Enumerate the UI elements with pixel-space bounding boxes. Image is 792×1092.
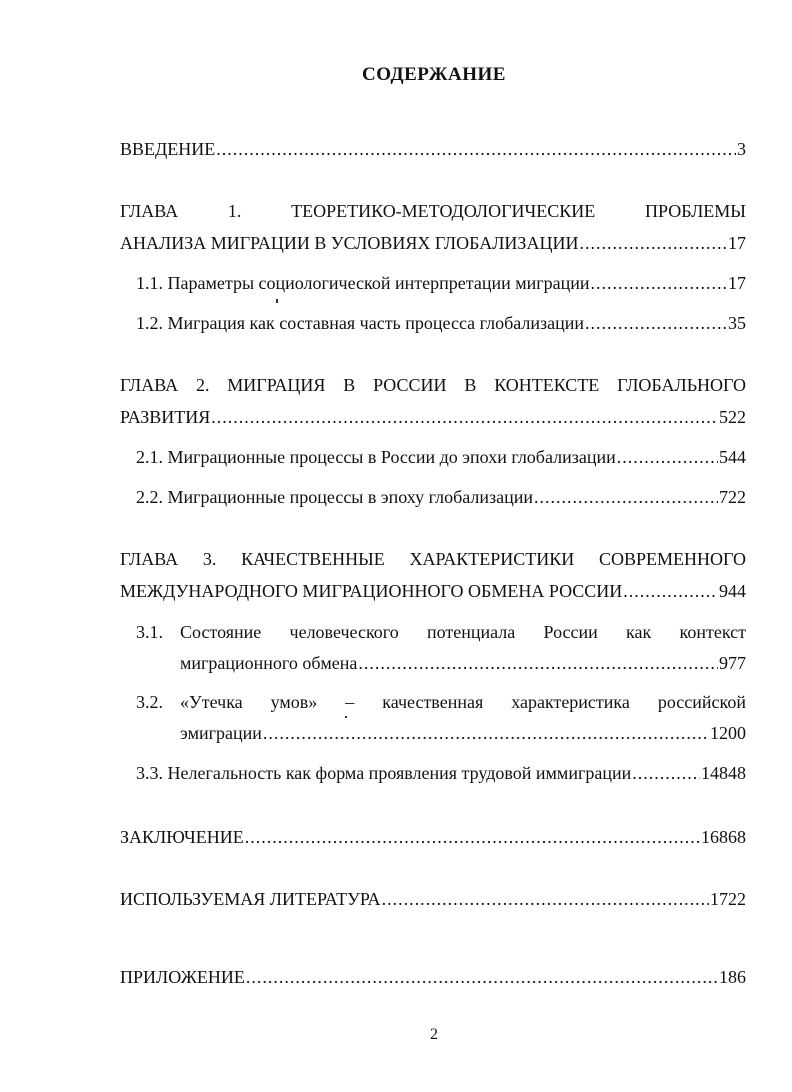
toc-entry-page: 522 bbox=[719, 407, 746, 427]
toc-entry-section-3-2-line1[interactable] bbox=[136, 691, 746, 713]
toc-entry-page: 17 bbox=[728, 273, 746, 293]
toc-entry-page: 977 bbox=[719, 653, 746, 673]
section-number: 3.1. bbox=[136, 622, 163, 642]
scan-speck bbox=[345, 716, 347, 718]
toc-entry-page: 544 bbox=[719, 447, 746, 467]
section-number: 3.2. bbox=[136, 692, 163, 712]
toc-entry-page: 16868 bbox=[701, 827, 746, 847]
toc-entry-label: эмиграции bbox=[180, 723, 262, 743]
toc-entry-label: 2.1. Миграционные процессы в России до эпохи глобализации bbox=[136, 447, 616, 467]
toc-entry-label: МЕЖДУНАРОДНОГО МИГРАЦИОННОГО ОБМЕНА РОССИИ bbox=[120, 581, 623, 601]
toc-entry-chapter2[interactable] bbox=[120, 406, 746, 428]
page-title: СОДЕРЖАНИЕ bbox=[362, 64, 506, 85]
toc-entry-section-3-2[interactable] bbox=[180, 722, 746, 744]
dot-leader bbox=[623, 580, 718, 602]
chapter1-title-line1[interactable]: ГЛАВА 1. ТЕОРЕТИКО-МЕТОДОЛОГИЧЕСКИЕ ПРОБЛЕМЫ bbox=[120, 201, 747, 221]
dot-leader bbox=[534, 486, 718, 508]
toc-entry-page: 722 bbox=[719, 487, 746, 507]
dot-leader bbox=[382, 888, 709, 910]
toc-entry-section-3-1[interactable] bbox=[180, 652, 746, 674]
dot-leader bbox=[245, 826, 700, 848]
toc-entry-label: ЗАКЛЮЧЕНИЕ bbox=[120, 827, 244, 847]
dot-leader bbox=[211, 406, 718, 428]
dot-leader bbox=[263, 722, 709, 744]
chapter2-title-line1[interactable]: ГЛАВА 2. МИГРАЦИЯ В РОССИИ В КОНТЕКСТЕ ГЛОБАЛЬНОГО bbox=[120, 375, 746, 395]
toc-entry-chapter3[interactable] bbox=[120, 580, 746, 602]
toc-entry-page: 186 bbox=[719, 967, 746, 987]
toc-entry-section-3-1-line1[interactable] bbox=[136, 621, 746, 643]
dot-leader bbox=[585, 312, 727, 334]
toc-entry-label: «Утечка умов» – качественная характеристика российской bbox=[180, 692, 746, 712]
toc-entry-appendix[interactable] bbox=[120, 966, 746, 988]
toc-entry-section-1-1[interactable] bbox=[136, 272, 746, 294]
toc-entry-chapter1[interactable] bbox=[120, 232, 746, 254]
toc-entry-conclusion[interactable] bbox=[120, 826, 746, 848]
toc-entry-page: 14848 bbox=[701, 763, 746, 783]
toc-entry-introduction[interactable] bbox=[120, 138, 746, 160]
toc-entry-page: 1200 bbox=[710, 723, 746, 743]
dot-leader bbox=[632, 762, 700, 784]
dot-leader bbox=[216, 138, 736, 160]
toc-entry-label: ВВЕДЕНИЕ bbox=[120, 139, 216, 159]
dot-leader bbox=[246, 966, 718, 988]
toc-entry-page: 3 bbox=[737, 139, 746, 159]
dot-leader bbox=[358, 652, 718, 674]
toc-entry-label: 1.2. Миграция как составная часть процесса глобализации bbox=[136, 313, 585, 333]
toc-entry-label: РАЗВИТИЯ bbox=[120, 407, 211, 427]
page-number: 2 bbox=[430, 1026, 438, 1043]
toc-entry-label: ПРИЛОЖЕНИЕ bbox=[120, 967, 245, 987]
toc-entry-label: АНАЛИЗА МИГРАЦИИ В УСЛОВИЯХ ГЛОБАЛИЗАЦИИ bbox=[120, 233, 579, 253]
chapter3-title-line1[interactable]: ГЛАВА 3. КАЧЕСТВЕННЫЕ ХАРАКТЕРИСТИКИ СОВРЕМЕННОГО bbox=[120, 549, 746, 569]
toc-entry-page: 17 bbox=[728, 233, 746, 253]
dot-leader bbox=[591, 272, 727, 294]
toc-entry-label: 3.3. Нелегальность как форма проявления трудовой иммиграции bbox=[136, 763, 632, 783]
toc-entry-page: 1722 bbox=[710, 889, 746, 909]
toc-entry-label: ИСПОЛЬЗУЕМАЯ ЛИТЕРАТУРА bbox=[120, 889, 381, 909]
dot-leader bbox=[579, 232, 727, 254]
toc-entry-section-2-1[interactable] bbox=[136, 446, 746, 468]
toc-entry-label: миграционного обмена bbox=[180, 653, 358, 673]
toc-entry-section-1-2[interactable] bbox=[136, 312, 746, 334]
scan-speck bbox=[276, 299, 278, 303]
toc-entry-label: Состояние человеческого потенциала России как контекст bbox=[180, 622, 746, 642]
toc-entry-page: 944 bbox=[719, 581, 746, 601]
dot-leader bbox=[617, 446, 718, 468]
toc-entry-section-2-2[interactable] bbox=[136, 486, 746, 508]
toc-entry-section-3-3[interactable] bbox=[136, 762, 746, 784]
toc-entry-label: 1.1. Параметры социологической интерпретации миграции bbox=[136, 273, 590, 293]
toc-entry-literature[interactable] bbox=[120, 888, 746, 910]
toc-entry-page: 35 bbox=[728, 313, 746, 333]
toc-entry-label: 2.2. Миграционные процессы в эпоху глобализации bbox=[136, 487, 533, 507]
